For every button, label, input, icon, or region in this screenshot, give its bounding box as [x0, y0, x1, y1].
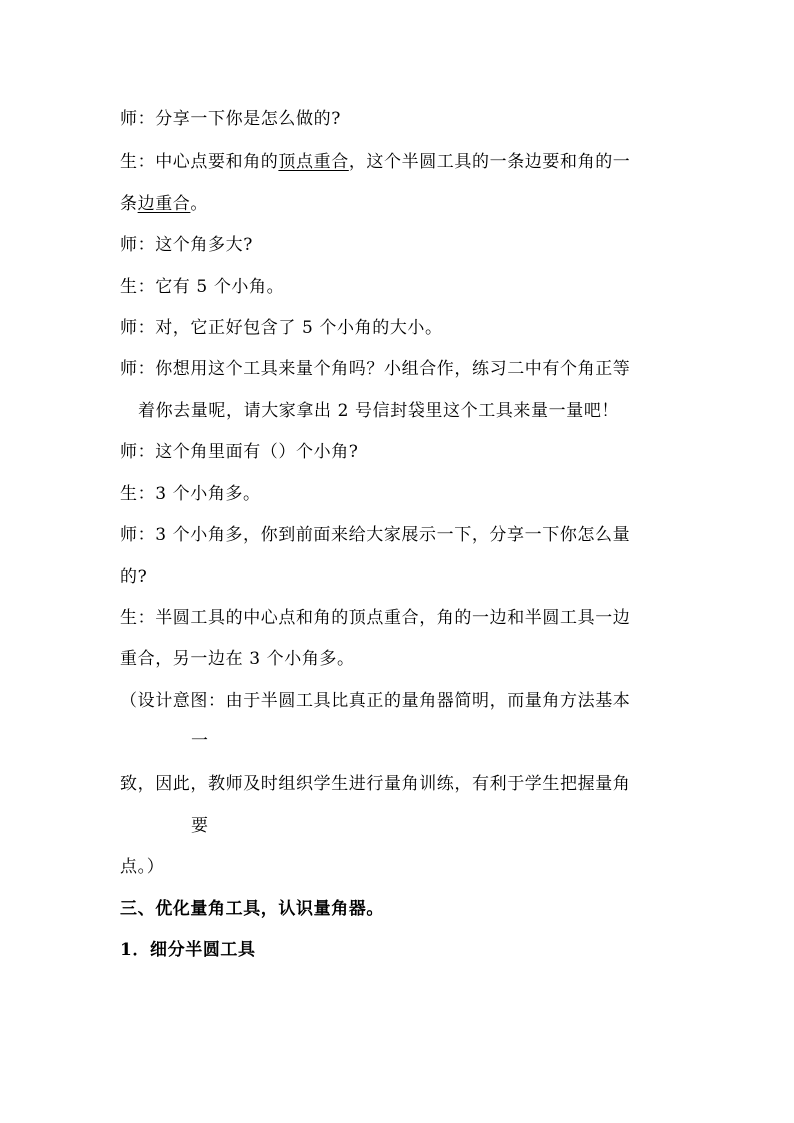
dialogue-line-13: 生：半圆工具的中心点和角的顶点重合，角的一边和半圆工具一边 [120, 608, 631, 628]
underlined-edge-coincide: 边重合 [137, 194, 191, 214]
dialogue-line-12: 的? [120, 567, 148, 587]
design-intent-line-1: （设计意图：由于半圆工具比真正的量角器简明，而量角方法基本 [120, 691, 631, 711]
design-intent-line-4: 要 [191, 816, 209, 836]
subsection-heading-1: 1．细分半圆工具 [120, 940, 256, 960]
dialogue-line-10: 生：3 个小角多。 [120, 484, 261, 504]
dialogue-line-2 [120, 151, 630, 173]
dialogue-line-2-part-b: ，这个半圆工具的一条边要和角的一 [348, 152, 631, 172]
dialogue-line-6: 师：对，它正好包含了 5 个小角的大小。 [120, 318, 443, 338]
dialogue-line-1: 师：分享一下你是怎么做的? [120, 109, 341, 129]
underlined-vertex-coincide: 顶点重合 [278, 152, 349, 172]
dialogue-line-4: 师：这个角多大? [120, 235, 253, 255]
design-intent-line-2: 一 [191, 731, 209, 751]
dialogue-line-5: 生：它有 5 个小角。 [120, 277, 285, 297]
dialogue-line-14: 重合，另一边在 3 个小角多。 [120, 649, 355, 669]
section-heading-3: 三、优化量角工具，认识量角器。 [120, 899, 384, 919]
dialogue-line-11: 师：3 个小角多，你到前面来给大家展示一下，分享一下你怎么量 [120, 525, 631, 545]
dialogue-line-3 [120, 193, 208, 215]
dialogue-line-7: 师：你想用这个工具来量个角吗？小组合作，练习二中有个角正等 [120, 359, 631, 379]
dialogue-line-8: 着你去量呢，请大家拿出 2 号信封袋里这个工具来量一量吧！ [138, 401, 620, 421]
dialogue-line-3-part-b: 。 [190, 194, 209, 214]
design-intent-line-5: 点。） [120, 857, 165, 877]
dialogue-line-3-part-a: 条 [120, 194, 138, 214]
dialogue-line-2-part-a: 生：中心点要和角的 [120, 152, 279, 172]
design-intent-line-3: 致，因此，教师及时组织学生进行量角训练，有利于学生把握量角 [120, 774, 631, 794]
dialogue-line-9: 师：这个角里面有（）个小角? [120, 442, 359, 462]
